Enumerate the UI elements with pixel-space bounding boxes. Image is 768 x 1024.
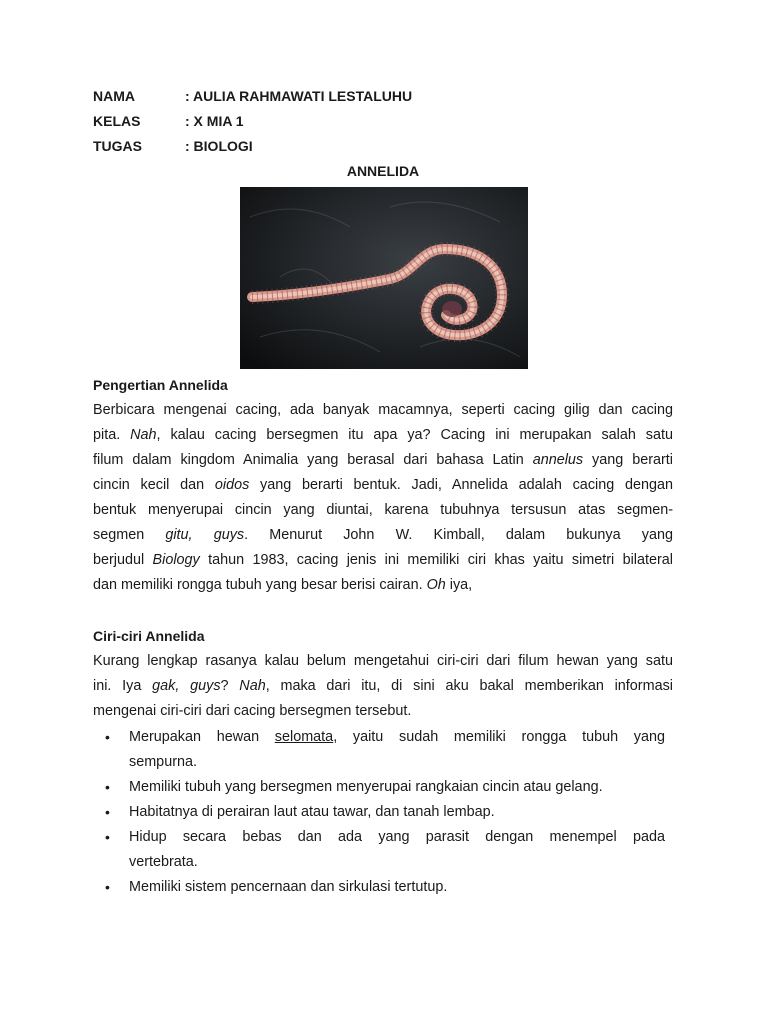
list-item	[93, 825, 665, 875]
list-item	[93, 800, 665, 825]
list-item-line	[129, 750, 665, 775]
italic-run: annelus	[532, 452, 584, 468]
paragraph-line	[93, 398, 673, 423]
list-item-line	[129, 825, 665, 850]
text-run: . Menurut John W. Kimball, dalam bukunya yang	[244, 527, 673, 543]
kelas-value: : X MIA 1	[185, 113, 244, 129]
paragraph-line	[93, 548, 673, 573]
paragraph-line	[93, 674, 673, 699]
italic-run: oidos	[214, 477, 250, 493]
paragraph-line	[93, 573, 673, 598]
paragraph-line	[93, 473, 673, 498]
list-item	[93, 875, 665, 900]
paragraph-line	[93, 448, 673, 473]
nama-value: : AULIA RAHMAWATI LESTALUHU	[185, 88, 413, 104]
page-title: ANNELIDA	[346, 163, 420, 179]
kelas-label: KELAS	[93, 113, 141, 129]
text-run: , maka dari itu, di sini aku bakal memberikan informasi	[265, 678, 673, 694]
ciri-paragraph	[93, 649, 673, 724]
text-run: pita.	[93, 427, 131, 443]
annelid-photo	[240, 187, 528, 369]
list-item	[93, 725, 665, 775]
text-run: Memiliki tubuh yang bersegmen menyerupai rangkaian cincin atau gelang.	[129, 779, 603, 795]
paragraph-line	[93, 649, 673, 674]
italic-run: Nah	[130, 427, 157, 443]
paragraph-line	[93, 498, 673, 523]
list-item-line	[129, 775, 665, 800]
text-run: ini. Iya	[93, 678, 153, 694]
text-run: segmen	[93, 527, 166, 543]
text-run: mengenai ciri-ciri dari cacing bersegmen tersebut.	[93, 703, 412, 719]
list-item-line	[129, 875, 665, 900]
text-run: yang berarti bentuk. Jadi, Annelida adalah cacing dengan	[249, 477, 673, 493]
nama-label: NAMA	[93, 88, 135, 104]
bullet-icon: •	[105, 779, 110, 795]
tugas-value: : BIOLOGI	[185, 138, 253, 154]
italic-run: Nah	[239, 678, 266, 694]
text-run: , kalau cacing bersegmen itu apa ya? Cacing ini merupakan salah satu	[156, 427, 673, 443]
ciri-bullet-list	[93, 725, 665, 900]
text-run: vertebrata.	[129, 854, 198, 870]
list-item	[93, 775, 665, 800]
kelas-row	[93, 113, 244, 129]
text-run: Kurang lengkap rasanya kalau belum mengetahui ciri-ciri dari filum hewan yang satu	[93, 653, 673, 669]
list-item-line	[129, 800, 665, 825]
text-run: iya,	[445, 577, 473, 593]
text-run: sempurna.	[129, 754, 197, 770]
text-run: cincin kecil dan	[93, 477, 215, 493]
italic-run: Oh	[426, 577, 446, 593]
underlined-term: selomata	[274, 729, 334, 745]
text-run: Habitatnya di perairan laut atau tawar, dan tanah lembap.	[129, 804, 495, 820]
italic-run: gitu, guys	[165, 527, 245, 543]
italic-run: Biology	[152, 552, 200, 568]
annelid-worm-icon	[240, 187, 528, 369]
text-run: berjudul	[93, 552, 153, 568]
list-item-line	[129, 725, 665, 750]
bullet-icon: •	[105, 879, 110, 895]
text-run: dan memiliki rongga tubuh yang besar berisi cairan.	[93, 577, 427, 593]
text-run: bentuk menyerupai cincin yang diuntai, karena tubuhnya tersusun atas segmen-	[93, 502, 673, 518]
pengertian-paragraph	[93, 398, 673, 598]
text-run: Berbicara mengenai cacing, ada banyak macamnya, seperti cacing gilig dan cacing	[93, 402, 673, 418]
italic-run: gak, guys	[152, 678, 221, 694]
paragraph-line	[93, 423, 673, 448]
text-run: filum dalam kingdom Animalia yang berasal dari bahasa Latin	[93, 452, 533, 468]
text-run: tahun 1983, cacing jenis ini memiliki ciri khas yaitu simetri bilateral	[199, 552, 673, 568]
text-run: Hidup secara bebas dan ada yang parasit dengan menempel pada	[129, 829, 665, 845]
tugas-row	[93, 138, 253, 154]
text-run: Memiliki sistem pencernaan dan sirkulasi tertutup.	[129, 879, 448, 895]
text-run: yang berarti	[583, 452, 673, 468]
tugas-label: TUGAS	[93, 138, 142, 154]
bullet-icon: •	[105, 729, 110, 745]
text-run: ?	[220, 678, 240, 694]
paragraph-line	[93, 523, 673, 548]
text-run: Merupakan hewan	[129, 729, 275, 745]
paragraph-line	[93, 699, 673, 724]
list-item-line	[129, 850, 665, 875]
nama-row	[93, 88, 412, 104]
text-run: , yaitu sudah memiliki rongga tubuh yang	[333, 729, 665, 745]
pengertian-heading: Pengertian Annelida	[93, 377, 228, 393]
ciri-heading: Ciri-ciri Annelida	[93, 628, 205, 644]
bullet-icon: •	[105, 829, 110, 845]
bullet-icon: •	[105, 804, 110, 820]
